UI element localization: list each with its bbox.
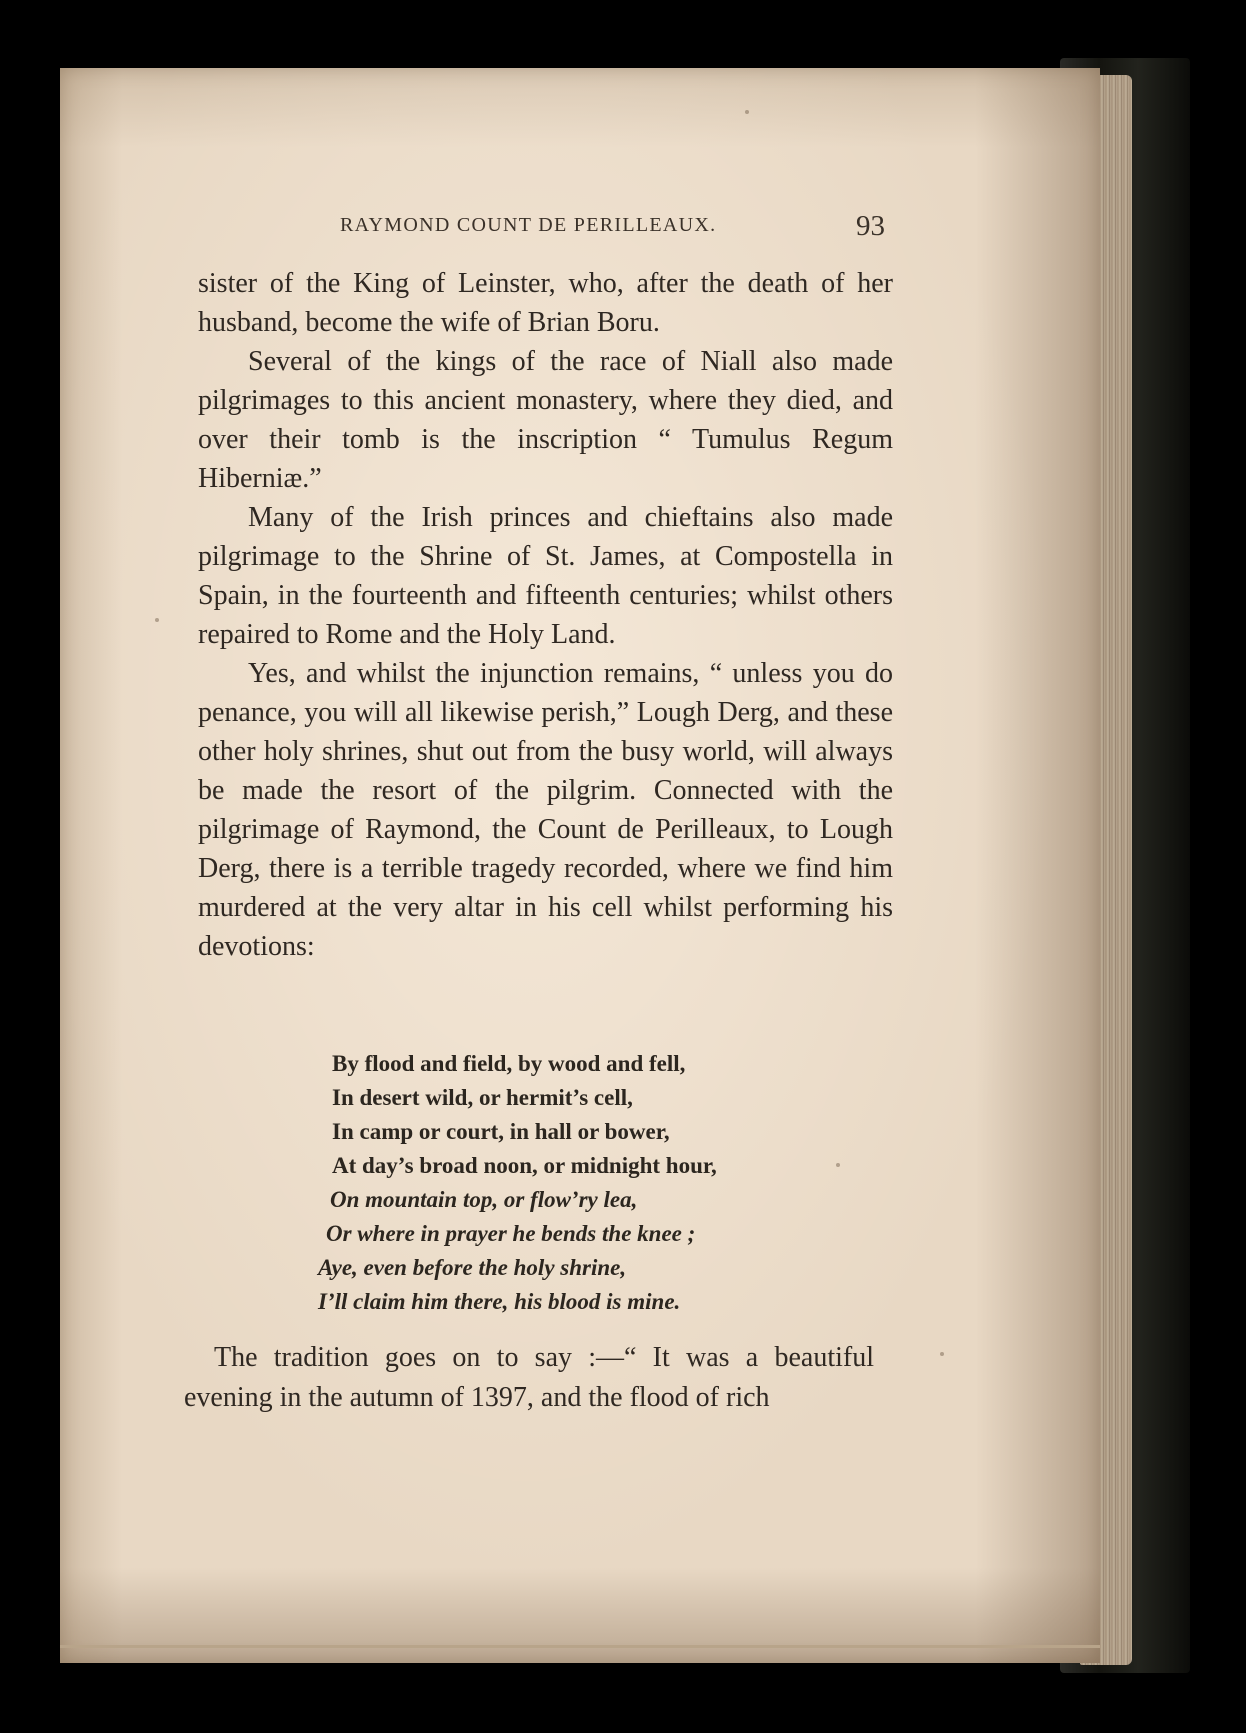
paragraph: The tradition goes on to say :—“ It was a beautiful evening in the autumn of 1397, and the flood of rich [184,1342,874,1413]
verse-line: At day’s broad noon, or midnight hour, [332,1153,717,1178]
running-title: RAYMOND COUNT DE PERILLEAUX. [340,214,717,236]
paper-speck [155,618,159,622]
page-edge-line [60,1645,1100,1648]
verse-line: In camp or court, in hall or bower, [332,1119,670,1144]
paragraph: sister of the King of Leinster, who, after the death of her husband, become the wife of Brian Boru. [198,268,893,338]
body-text [198,264,893,966]
verse-line: On mountain top, or flow’ry lea, [330,1187,638,1212]
verse-line: By flood and field, by wood and fell, [332,1051,686,1076]
verse-line: Aye, even before the holy shrine, [318,1255,627,1280]
paragraph: Many of the Irish princes and chieftains also made pilgrimage to the Shrine of St. James, at Compostella in Spain, in the fourteenth and fifteenth centuries; whilst others repaired to Rome and the Holy Land. [198,502,893,650]
paper-speck [940,1352,944,1356]
paper-speck [745,110,749,114]
page-number: 93 [856,210,885,242]
verse-line: In desert wild, or hermit’s cell, [332,1085,633,1110]
verse-block [318,1047,778,1319]
paragraph: Several of the kings of the race of Niall also made pilgrimages to this ancient monastery, where they died, and over their tomb is the inscription “ Tumulus Regum Hiberniæ.” [198,346,893,494]
continuation-text [184,1338,874,1418]
verse-line: I’ll claim him there, his blood is mine. [318,1289,681,1314]
running-header [340,210,900,250]
verse-line: Or where in prayer he bends the knee ; [326,1221,696,1246]
paper-speck [836,1163,840,1167]
paragraph: Yes, and whilst the injunction remains, “ unless you do penance, you will all likewise perish,” Lough Derg, and these other holy shrines, shut out from the busy world, will always be made the resort of the pilgrim. Connected with the pilgrimage of Raymond, the Count de Perilleaux, to Lough Derg, there is a terrible tragedy recorded, where we find him murdered at the very altar in his cell whilst performing his devotions: [198,658,893,962]
